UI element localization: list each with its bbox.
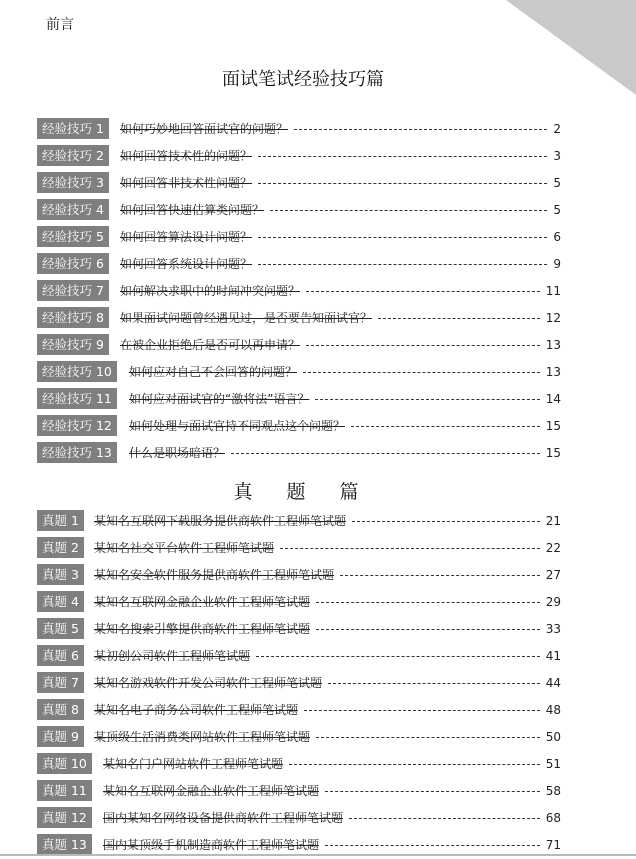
exam-page-number: 22 [545, 541, 561, 555]
tip-page-number: 13 [545, 365, 561, 379]
tip-label: 经验技巧 6 [37, 253, 109, 274]
tip-title: 如何回答非技术性问题？ [120, 176, 253, 190]
tip-leader-line [270, 210, 547, 211]
exam-row[interactable] [37, 697, 561, 724]
tip-row[interactable] [37, 440, 561, 467]
exam-page-number: 48 [545, 703, 561, 717]
exam-label: 真题 1 [37, 510, 84, 531]
tip-row[interactable] [37, 143, 561, 170]
exam-page-number: 29 [545, 595, 561, 609]
tip-label: 经验技巧 4 [37, 199, 109, 220]
exam-page-number: 50 [545, 730, 561, 744]
exam-title: 某顶级生活消费类网站软件工程师笔试题 [94, 730, 311, 744]
tip-row[interactable] [37, 116, 561, 143]
exam-row[interactable] [37, 724, 561, 751]
tip-row[interactable] [37, 359, 561, 386]
preface-heading: 前言 [46, 17, 74, 33]
tip-title: 如何应对自己不会回答的问题？ [129, 365, 298, 379]
exam-leader-line [256, 656, 540, 657]
tip-leader-line [258, 264, 547, 265]
tip-page-number: 6 [553, 230, 561, 244]
tip-label: 经验技巧 5 [37, 226, 109, 247]
tip-title: 如何回答算法设计问题？ [120, 230, 253, 244]
tip-leader-line [258, 237, 547, 238]
exam-page-number: 21 [545, 514, 561, 528]
tip-leader-line [378, 318, 540, 319]
tip-leader-line [258, 183, 547, 184]
exam-title: 某知名门户网站软件工程师笔试题 [103, 757, 284, 771]
exam-label: 真题 11 [37, 780, 92, 801]
exam-title: 某知名电子商务公司软件工程师笔试题 [94, 703, 299, 717]
exam-row[interactable] [37, 508, 561, 535]
exam-title: 某知名互联网金融企业软件工程师笔试题 [94, 595, 311, 609]
exam-leader-line [352, 521, 540, 522]
tip-leader-line [231, 453, 540, 454]
tip-title: 如果面试问题曾经遇见过，是否要告知面试官？ [120, 311, 373, 325]
exam-row[interactable] [37, 805, 561, 832]
tip-leader-line [303, 372, 540, 373]
tip-label: 经验技巧 2 [37, 145, 109, 166]
exam-leader-line [289, 764, 540, 765]
exam-label: 真题 10 [37, 753, 92, 774]
exam-leader-line [349, 818, 540, 819]
exam-title: 某初创公司软件工程师笔试题 [94, 649, 251, 663]
exam-title: 某知名互联网下载服务提供商软件工程师笔试题 [94, 514, 347, 528]
exam-page-number: 58 [545, 784, 561, 798]
tip-page-number: 11 [545, 284, 561, 298]
tip-label: 经验技巧 12 [37, 415, 117, 436]
exam-row[interactable] [37, 589, 561, 616]
tip-label: 经验技巧 10 [37, 361, 117, 382]
exam-page-number: 71 [545, 838, 561, 852]
exam-row[interactable] [37, 616, 561, 643]
tip-title: 什么是职场暗语？ [129, 446, 226, 460]
tip-page-number: 3 [553, 149, 561, 163]
section-title-exams: 真 题 篇 [233, 481, 373, 503]
tip-title: 在被企业拒绝后是否可以再申请？ [120, 338, 301, 352]
tip-page-number: 12 [545, 311, 561, 325]
exam-leader-line [328, 683, 540, 684]
tip-page-number: 2 [553, 122, 561, 136]
tip-label: 经验技巧 9 [37, 334, 109, 355]
tip-leader-line [306, 291, 540, 292]
exam-label: 真题 9 [37, 726, 84, 747]
exam-leader-line [325, 845, 540, 846]
tip-row[interactable] [37, 224, 561, 251]
exam-page-number: 27 [545, 568, 561, 582]
exam-label: 真题 7 [37, 672, 84, 693]
tip-leader-line [294, 129, 547, 130]
tip-label: 经验技巧 11 [37, 388, 117, 409]
exam-page-number: 44 [545, 676, 561, 690]
exam-leader-line [280, 548, 540, 549]
tip-title: 如何处理与面试官持不同观点这个问题？ [129, 419, 346, 433]
tip-row[interactable] [37, 278, 561, 305]
exam-title: 某知名安全软件服务提供商软件工程师笔试题 [94, 568, 335, 582]
exam-row[interactable] [37, 670, 561, 697]
exam-row[interactable] [37, 751, 561, 778]
exam-leader-line [316, 629, 540, 630]
exam-title: 某知名游戏软件开发公司软件工程师笔试题 [94, 676, 323, 690]
tip-title: 如何回答技术性的问题？ [120, 149, 253, 163]
tip-page-number: 9 [553, 257, 561, 271]
tip-title: 如何巧妙地回答面试官的问题？ [120, 122, 289, 136]
exam-title: 国内某知名网络设备提供商软件工程师笔试题 [103, 811, 344, 825]
tip-page-number: 14 [545, 392, 561, 406]
exam-page-number: 51 [545, 757, 561, 771]
exam-leader-line [316, 602, 540, 603]
tip-row[interactable] [37, 170, 561, 197]
tip-title: 如何回答系统设计问题？ [120, 257, 253, 271]
section-title-tips: 面试笔试经验技巧篇 [222, 69, 384, 90]
tip-row[interactable] [37, 305, 561, 332]
exam-title: 某知名搜索引擎提供商软件工程师笔试题 [94, 622, 311, 636]
tip-row[interactable] [37, 413, 561, 440]
exam-title: 某知名互联网金融企业软件工程师笔试题 [103, 784, 320, 798]
exam-page-number: 41 [545, 649, 561, 663]
exam-title: 国内某顶级手机制造商软件工程师笔试题 [103, 838, 320, 852]
tip-row[interactable] [37, 251, 561, 278]
tip-page-number: 13 [545, 338, 561, 352]
tip-page-number: 5 [553, 176, 561, 190]
tip-title: 如何应对面试官的“激将法”语言？ [129, 392, 310, 406]
tip-row[interactable] [37, 332, 561, 359]
tip-label: 经验技巧 8 [37, 307, 109, 328]
tips-toc-list [37, 116, 561, 467]
exam-label: 真题 2 [37, 537, 84, 558]
exam-label: 真题 4 [37, 591, 84, 612]
exam-label: 真题 5 [37, 618, 84, 639]
tip-title: 如何回答快速估算类问题？ [120, 203, 265, 217]
exams-toc-list [37, 508, 561, 859]
exam-label: 真题 3 [37, 564, 84, 585]
tip-label: 经验技巧 13 [37, 442, 117, 463]
tip-page-number: 15 [545, 446, 561, 460]
exam-leader-line [304, 710, 540, 711]
tip-page-number: 5 [553, 203, 561, 217]
exam-row[interactable] [37, 778, 561, 805]
exam-leader-line [325, 791, 540, 792]
tip-row[interactable] [37, 386, 561, 413]
exam-row[interactable] [37, 562, 561, 589]
exam-label: 真题 6 [37, 645, 84, 666]
exam-page-number: 68 [545, 811, 561, 825]
tip-page-number: 15 [545, 419, 561, 433]
exam-label: 真题 8 [37, 699, 84, 720]
tip-label: 经验技巧 1 [37, 118, 109, 139]
tip-leader-line [351, 426, 540, 427]
exam-leader-line [340, 575, 540, 576]
tip-label: 经验技巧 7 [37, 280, 109, 301]
exam-label: 真题 12 [37, 807, 92, 828]
exam-row[interactable] [37, 643, 561, 670]
tip-title: 如何解决求职中的时间冲突问题？ [120, 284, 301, 298]
tip-row[interactable] [37, 197, 561, 224]
exam-leader-line [316, 737, 540, 738]
tip-leader-line [315, 399, 540, 400]
exam-title: 某知名社交平台软件工程师笔试题 [94, 541, 275, 555]
exam-label: 真题 13 [37, 834, 92, 855]
tip-label: 经验技巧 3 [37, 172, 109, 193]
exam-page-number: 33 [545, 622, 561, 636]
tip-leader-line [306, 345, 540, 346]
tip-leader-line [258, 156, 547, 157]
exam-row[interactable] [37, 535, 561, 562]
